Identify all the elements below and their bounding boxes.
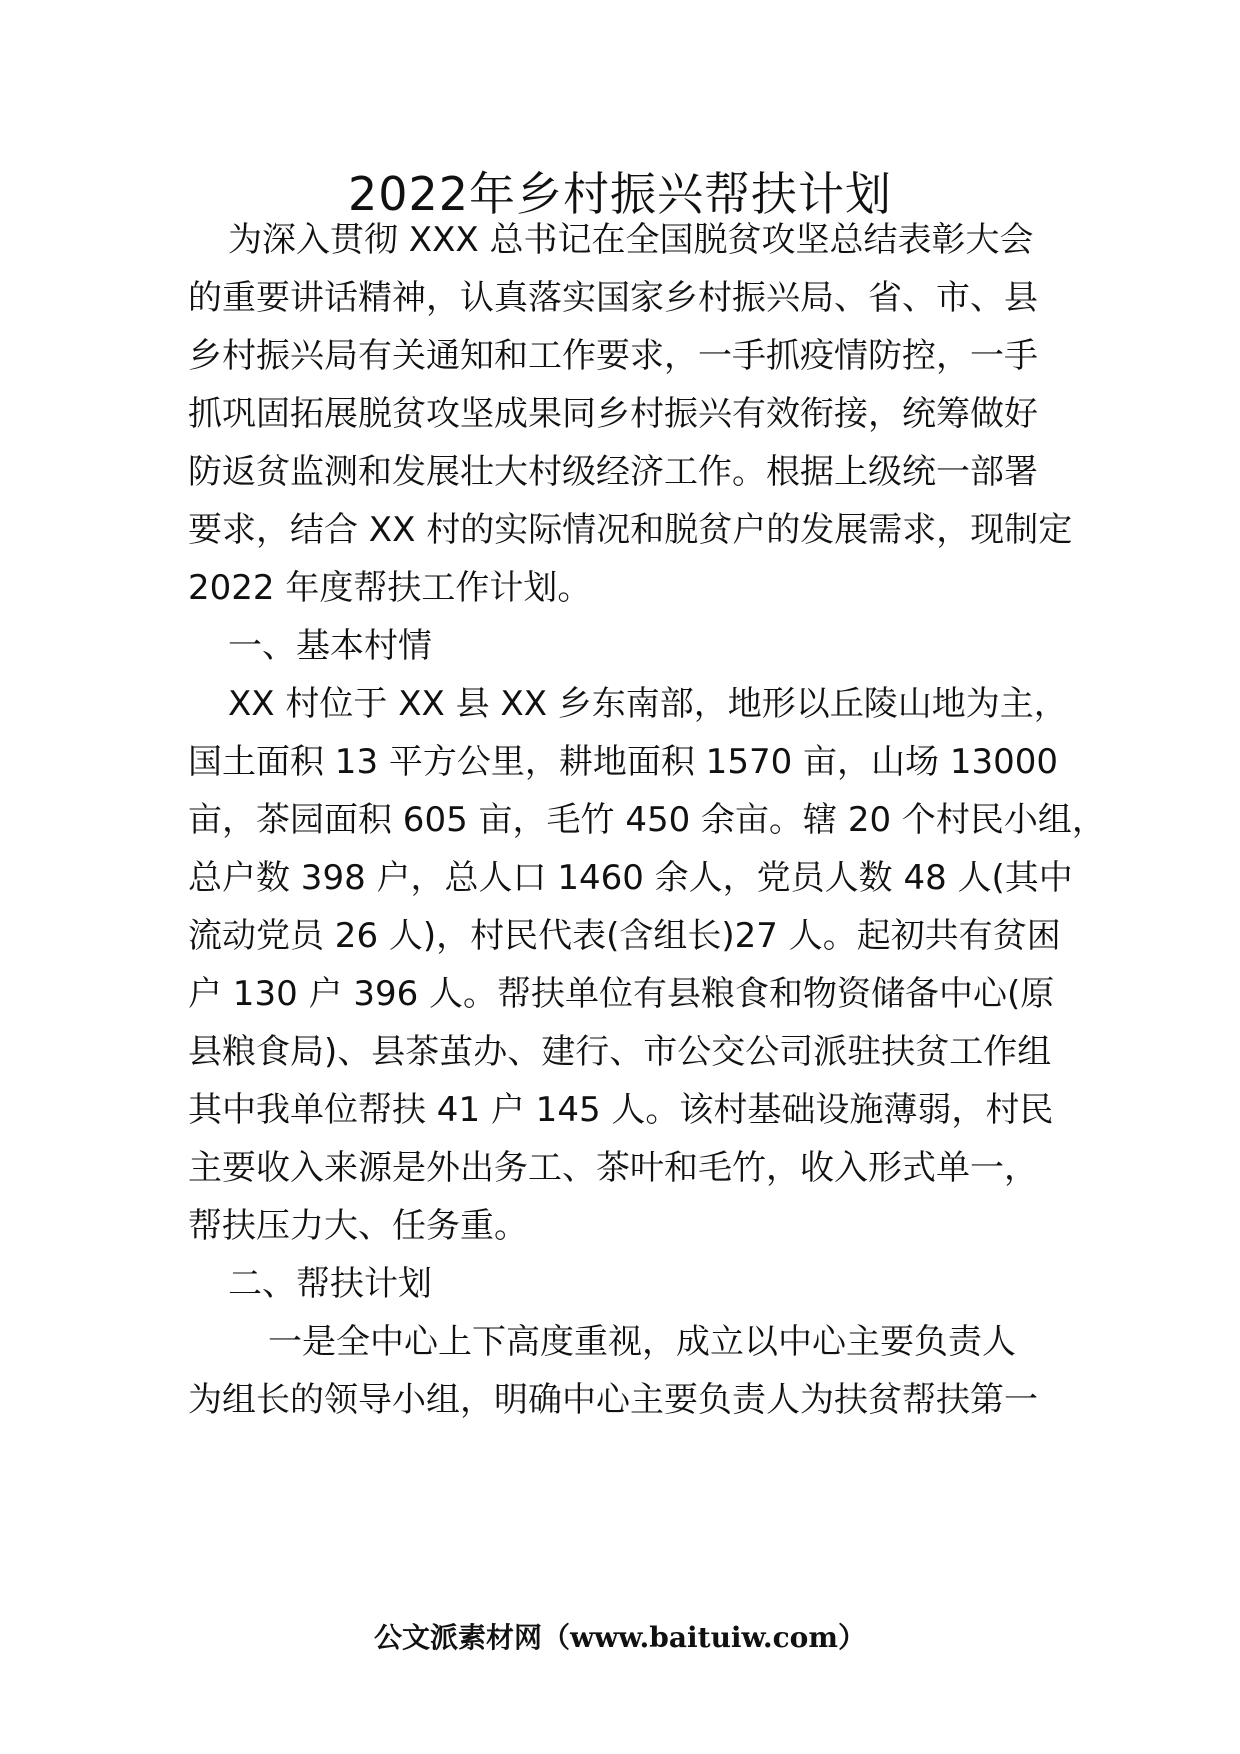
paragraph-line: 的重要讲话精神，认真落实国家乡村振兴局、省、市、县 (188, 278, 1038, 318)
paragraph-line: 主要收入来源是外出务工、茶叶和毛竹，收入形式单一， (188, 1148, 1038, 1188)
paragraph-line: 国土面积 13 平方公里，耕地面积 1570 亩，山场 13000 (188, 742, 1058, 782)
paragraph-line: 户 130 户 396 人。帮扶单位有县粮食和物资储备中心(原 (188, 974, 1055, 1014)
paragraph-line: 2022 年度帮扶工作计划。 (188, 568, 592, 608)
paragraph-line: 为深入贯彻 XXX 总书记在全国脱贫攻坚总结表彰大会 (228, 220, 1034, 260)
paragraph-line: 要求，结合 XX 村的实际情况和脱贫户的发展需求，现制定 (188, 510, 1073, 550)
section-heading: 二、帮扶计划 (228, 1264, 432, 1304)
paragraph-line: 流动党员 26 人)，村民代表(含组长)27 人。起初共有贫困 (188, 916, 1061, 956)
paragraph-line: 一是全中心上下高度重视，成立以中心主要负责人 (268, 1322, 1016, 1362)
paragraph-line: 总户数 398 户，总人口 1460 余人，党员人数 48 人(其中 (188, 858, 1073, 898)
section-heading: 一、基本村情 (228, 626, 432, 666)
footer-watermark: 公文派素材网（www.baituiw.com） (374, 1621, 866, 1654)
paragraph-line: 乡村振兴局有关通知和工作要求，一手抓疫情防控，一手 (188, 336, 1038, 376)
paragraph-line: 为组长的领导小组，明确中心主要负责人为扶贫帮扶第一 (188, 1380, 1038, 1420)
paragraph-line: 县粮食局)、县茶茧办、建行、市公交公司派驻扶贫工作组 (188, 1032, 1052, 1072)
paragraph-line: XX 村位于 XX 县 XX 乡东南部，地形以丘陵山地为主， (228, 684, 1068, 724)
paragraph-line: 防返贫监测和发展壮大村级经济工作。根据上级统一部署 (188, 452, 1038, 492)
paragraph-line: 其中我单位帮扶 41 户 145 人。该村基础设施薄弱，村民 (188, 1090, 1054, 1130)
paragraph-line: 抓巩固拓展脱贫攻坚成果同乡村振兴有效衔接，统筹做好 (188, 394, 1038, 434)
paragraph-line: 帮扶压力大、任务重。 (188, 1206, 528, 1246)
document-title: 2022年乡村振兴帮扶计划 (347, 167, 893, 221)
paragraph-line: 亩，茶园面积 605 亩，毛竹 450 余亩。辖 20 个村民小组， (188, 800, 1106, 840)
